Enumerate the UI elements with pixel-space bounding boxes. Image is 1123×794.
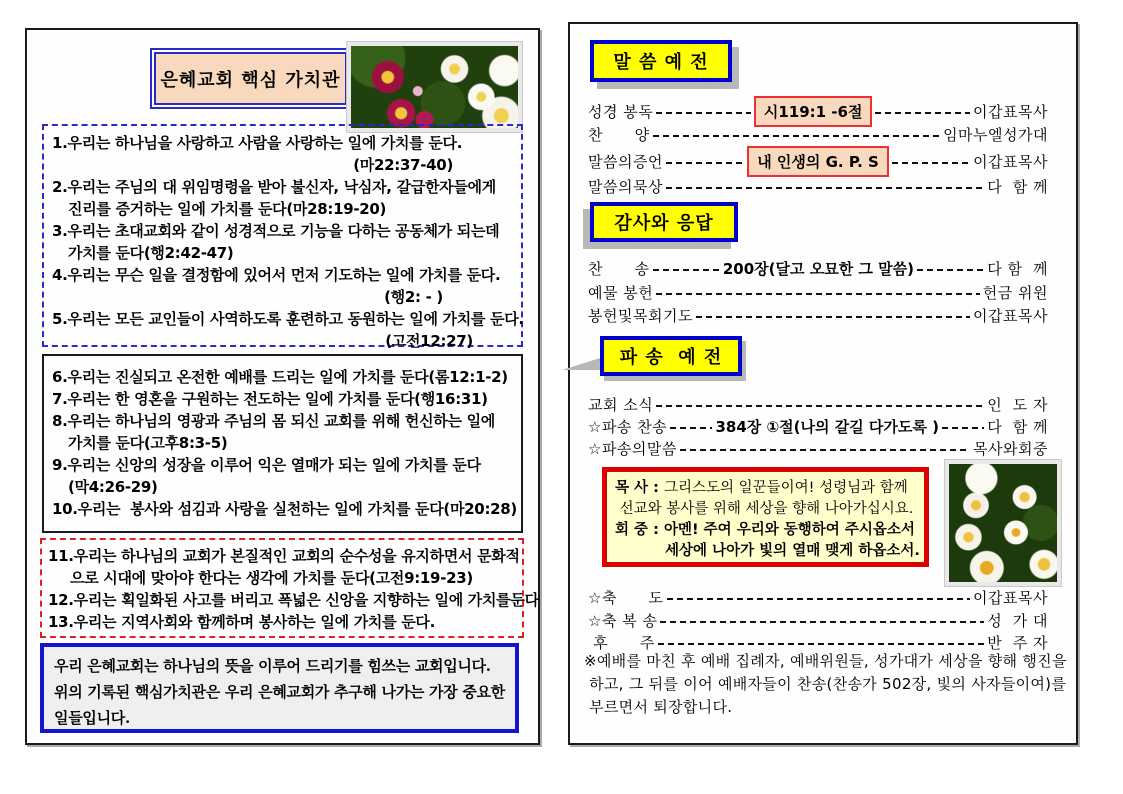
values-box-6-10 (42, 354, 523, 533)
liturgy-row-news (588, 394, 1048, 415)
dash-leader (656, 112, 751, 114)
dash-leader (653, 269, 720, 271)
row-person: 임마누엘성가대 (943, 126, 1048, 144)
row-person: 이갑표목사 (973, 103, 1048, 121)
footnote-line: 부르면서 퇴장합니다. (584, 698, 733, 716)
row-person: 다 함 께 (987, 418, 1049, 436)
value-item-cont: 진리를 증거하는 일에 가치를 둔다(마28:19-20) (68, 200, 387, 218)
value-item: 12.우리는 획일화된 사고를 버리고 폭넓은 신앙을 지향하는 일에 가치를둔다 (48, 591, 539, 609)
dash-leader (666, 187, 984, 189)
scripture-ref: (행2: - ) (384, 288, 443, 306)
row-label: 말씀의묵상 (588, 178, 663, 196)
row-label: ☆파송 찬송 (588, 418, 668, 436)
pastor-label: 목 사 : (615, 480, 664, 496)
footnote-line: 하고, 그 뒤를 이어 예배자들이 찬송(찬송가 502장, 빛의 사자들이여)를 (584, 675, 1067, 693)
summary-line: 위의 기록된 핵심가치관은 우리 은혜교회가 추구해 나가는 가장 중요한 (54, 683, 505, 701)
row-label: 찬 양 (588, 126, 650, 144)
section-header-sending (600, 336, 742, 376)
liturgy-row-sending-word (588, 438, 1048, 459)
row-label: 예물 봉헌 (588, 284, 654, 302)
liturgy-row-offering-prayer (588, 305, 1048, 326)
dialogue-line: 선교와 봉사를 위해 세상을 향해 나아가십시요. (615, 501, 914, 517)
dash-leader (656, 293, 980, 295)
section-header-thanks-text: 감사와 응답 (614, 213, 714, 234)
dash-leader (917, 269, 984, 271)
row-label: 교회 소식 (588, 396, 654, 414)
value-item-cont: 으로 시대에 맞아야 한다는 생각에 가치를 둔다(고전9:19-23) (70, 569, 473, 587)
value-item: 1.우리는 하나님을 사랑하고 사람을 사랑하는 일에 가치를 둔다. (52, 134, 463, 152)
dash-leader (660, 621, 984, 623)
scripture-ref: (마22:37-40) (353, 156, 453, 174)
value-item: 8.우리는 하나님의 영광과 주님의 몸 되신 교회를 위해 헌신하는 일에 (52, 412, 495, 430)
dash-leader (656, 405, 984, 407)
hymn-number: 384장 ①절(나의 갈길 다가도록 ) (715, 418, 939, 436)
value-item: 6.우리는 진실되고 온전한 예배를 드리는 일에 가치를 둔다(롬12:1-2) (52, 368, 508, 386)
row-person: 헌금 위원 (982, 284, 1048, 302)
dialogue-line (615, 478, 916, 499)
section-header-word (590, 40, 732, 82)
dash-leader (942, 427, 984, 429)
values-box-11-13 (40, 538, 539, 638)
section-header-word-text: 말 씀 예 전 (613, 52, 709, 73)
dialogue-line: 회 중 : 아멘! 주여 우리와 동행하여 주시옵소서 (615, 522, 915, 538)
value-item-cont: 가치를 둔다(행2:42-47) (68, 244, 234, 262)
summary-line: 일들입니다. (54, 709, 130, 727)
row-person: 다 함 께 (987, 260, 1049, 278)
row-label: 찬 송 (588, 260, 650, 278)
liturgy-row-benediction (588, 587, 1048, 608)
row-label: ☆축 도 (588, 589, 664, 607)
liturgy-row-praise (588, 124, 1048, 145)
hymn-number: 200장(달고 오묘한 그 말씀) (722, 260, 914, 278)
row-label: 성경 봉독 (588, 103, 654, 121)
right-page (568, 22, 1078, 745)
section-header-sending-text: 파 송 예 전 (619, 347, 723, 368)
liturgy-row-sermon (588, 146, 1048, 177)
liturgy-row-scripture-reading (588, 96, 1048, 127)
value-item: 3.우리는 초대교회와 같이 성경적으로 기능을 다하는 공동체가 되는데 (52, 222, 500, 240)
value-item: 11.우리는 하나님의 교회가 본질적인 교회의 순수성을 유지하면서 문화적 (48, 547, 520, 565)
flowers-photo-bottom (945, 460, 1061, 586)
values-box-1-5 (42, 124, 524, 350)
value-item: 9.우리는 신앙의 성장을 이루어 익은 열매가 되는 일에 가치를 둔다 (52, 456, 481, 474)
liturgy-row-meditation (588, 176, 1048, 197)
liturgy-row-blessing-song (588, 610, 1048, 631)
page-title-text: 은혜교회 핵심 가치관 (160, 69, 341, 91)
dash-leader (658, 643, 984, 645)
liturgy-row-offering (588, 282, 1048, 303)
row-person: 이갑표목사 (973, 307, 1048, 325)
left-page (25, 28, 540, 745)
value-item: 10.우리는 봉사와 섬김과 사랑을 실천하는 일에 가치를 둔다(마20:28) (52, 500, 517, 518)
dash-leader (670, 427, 712, 429)
value-item: 13.우리는 지역사회와 함께하며 봉사하는 일에 가치를 둔다. (48, 613, 435, 631)
pastor-congregation-dialogue-box (602, 467, 929, 567)
value-item-cont: 가치를 둔다(고후8:3-5) (68, 434, 228, 452)
sermon-title-highlight-box: 내 인생의 G. P. S (747, 146, 889, 177)
dash-leader (892, 162, 970, 164)
value-item: 5.우리는 모든 교인들이 사역하도록 훈련하고 동원하는 일에 가치를 둔다. (52, 310, 524, 328)
summary-line: 우리 은혜교회는 하나님의 뜻을 이루어 드리기를 힘쓰는 교회입니다. (54, 657, 491, 675)
row-person: 다 함 께 (987, 178, 1048, 196)
dash-leader (875, 112, 970, 114)
section-header-thanks (590, 202, 738, 242)
page-title (154, 52, 347, 105)
row-person: 성 가 대 (987, 612, 1048, 630)
dash-leader (680, 449, 970, 451)
row-person: 목사와회중 (973, 440, 1048, 458)
scripture-highlight-box: 시119:1 -6절 (754, 96, 873, 127)
footnote (584, 650, 1067, 719)
row-person: 이갑표목사 (973, 589, 1048, 607)
row-label: 말씀의증언 (588, 153, 663, 171)
value-item: 7.우리는 한 영혼을 구원하는 전도하는 일에 가치를 둔다(행16:31) (52, 390, 488, 408)
row-person: 이갑표목사 (973, 153, 1049, 171)
dialogue-line: 세상에 나아가 빛의 열매 맺게 하옵소서. (665, 543, 920, 559)
value-item: 4.우리는 무슨 일을 결정함에 있어서 먼저 기도하는 일에 가치를 둔다. (52, 266, 501, 284)
summary-box (40, 643, 519, 733)
dash-leader (696, 316, 970, 318)
liturgy-row-hymn (588, 258, 1048, 279)
footnote-line: ※예배를 마친 후 예배 집례자, 예배위원들, 성가대가 세상을 향해 행진을 (584, 652, 1067, 670)
pastor-text: 그리스도의 일꾼들이여! 성령님과 함께 (663, 480, 908, 496)
row-label: 봉헌및목회기도 (588, 307, 693, 325)
row-person: 반 주 자 (987, 634, 1048, 652)
flowers-photo-top (347, 42, 522, 132)
row-label: ☆파송의말씀 (588, 440, 677, 458)
dash-leader (653, 135, 940, 137)
row-label: 후 주 (588, 634, 655, 652)
scripture-ref: (고전12:27) (385, 332, 473, 350)
liturgy-row-sending-hymn (588, 416, 1048, 437)
scripture-ref: (막4:26-29) (68, 478, 158, 496)
row-label: ☆축 복 송 (588, 612, 658, 630)
value-item: 2.우리는 주님의 대 위임명령을 받아 불신자, 낙심자, 갈급한자들에게 (52, 178, 496, 196)
dash-leader (666, 162, 744, 164)
row-person: 인 도 자 (987, 396, 1048, 414)
dash-leader (667, 598, 971, 600)
